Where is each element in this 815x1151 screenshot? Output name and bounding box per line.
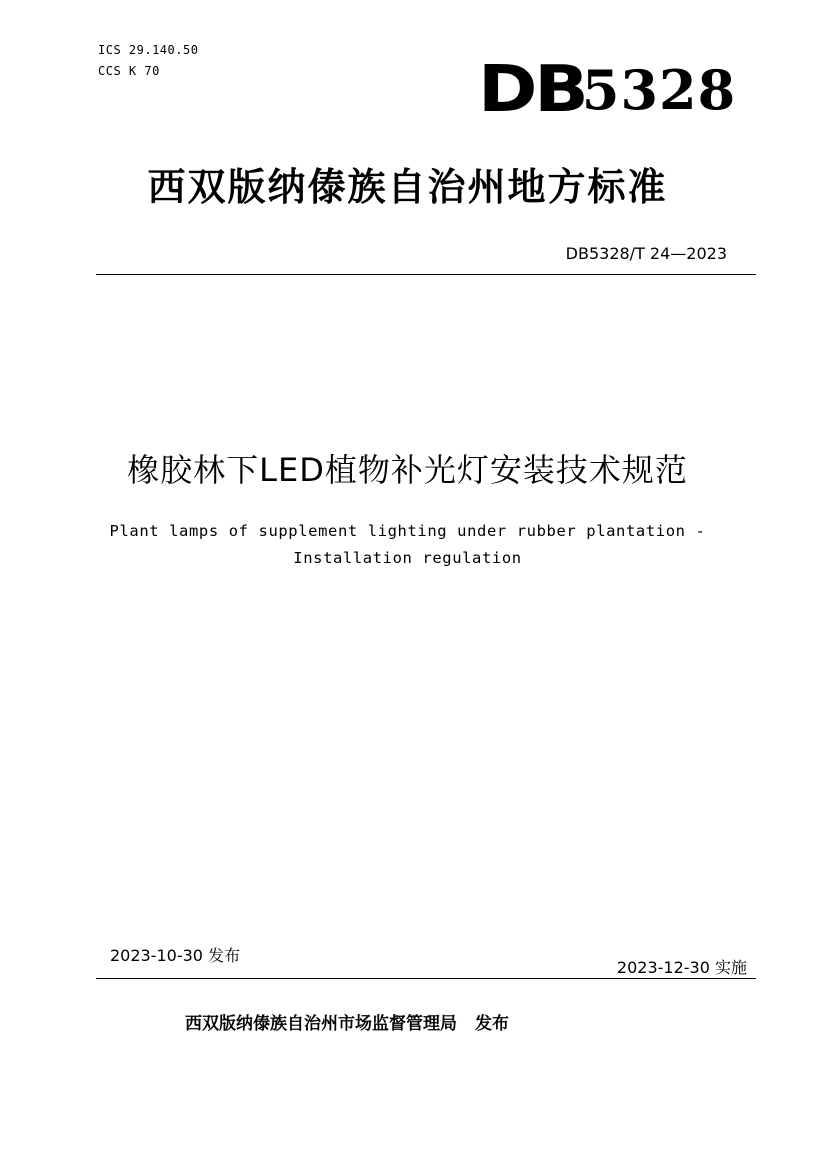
ccs-code: CCS K 70: [98, 64, 160, 78]
title-english-line2: Installation regulation: [293, 549, 522, 567]
title-english-line1: Plant lamps of supplement lighting under rubber plantation -: [109, 522, 706, 540]
standard-type-heading: 西双版纳傣族自治州地方标准: [147, 165, 668, 209]
ics-code: ICS 29.140.50: [98, 43, 199, 57]
bottom-divider: [96, 978, 756, 979]
publisher-action: 发布: [475, 1014, 509, 1034]
logo-number: 5328: [581, 58, 737, 122]
issue-date: 2023-10-30 发布: [110, 946, 241, 965]
publisher-line: [185, 1012, 509, 1036]
implementation-date: 2023-12-30 实施: [616, 958, 747, 977]
db-logo: [478, 53, 737, 127]
logo-prefix: DB: [478, 53, 586, 127]
title-chinese: 橡胶林下LED植物补光灯安装技术规范: [127, 451, 688, 489]
standard-number: DB5328/T 24—2023: [565, 244, 727, 263]
top-divider: [96, 274, 756, 275]
publisher-name: 西双版纳傣族自治州市场监督管理局: [185, 1014, 457, 1034]
